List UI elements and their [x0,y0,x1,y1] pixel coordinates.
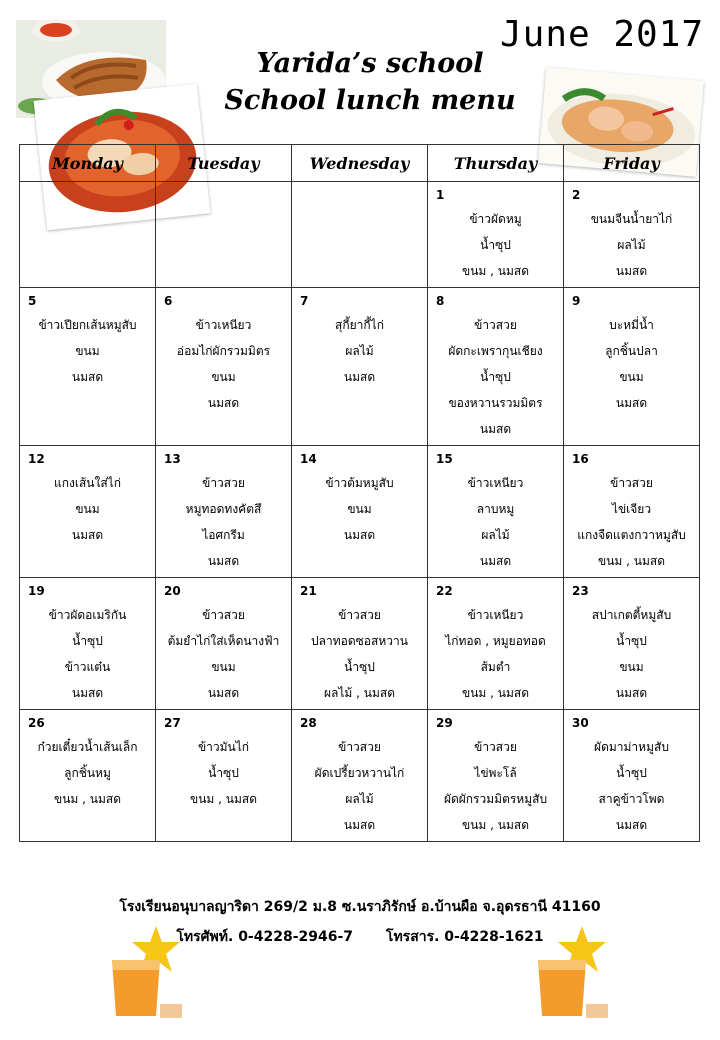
menu-item: นมสด [615,264,648,278]
menu-item: ส้มตำ [480,660,511,674]
menu-item: หมูทอดทงคัตสึ [185,502,262,516]
menu-item: ผลไม้ [345,792,374,806]
school-name: Yarida’s school [256,48,484,79]
week-row-1 [20,182,700,288]
menu-item: ของหวานรวมมิตร [448,396,543,410]
menu-item: นมสด [207,396,240,410]
menu-item: น้ำซุป [72,634,103,648]
week-row-4 [20,578,700,710]
day-number: 19 [28,584,45,598]
menu-item: ข้าวแต๋น [64,660,111,674]
menu-item: ผลไม้ [617,238,646,252]
weekday-header-row [20,145,700,182]
menu-item: ผัดมาม่าหมูสับ [594,740,669,754]
menu-item: นมสด [479,554,512,568]
day-cell-monday [20,710,156,842]
menu-item: ผลไม้ [481,528,510,542]
menu-item: แกงเส้นใส่ไก่ [54,476,121,490]
menu-item: ข้าวเปียกเส้นหมูสับ [38,318,137,332]
day-number [292,182,427,206]
menu-item: สปาเกตตี้หมูสับ [591,608,672,622]
day-number: 1 [436,188,445,202]
day-cell-tuesday [156,288,292,446]
menu-item: ขนม , นมสด [598,554,665,568]
menu-item: ขนม [211,370,236,384]
menu-item: น้ำซุป [208,766,239,780]
day-number: 22 [436,584,453,598]
day-cell-monday [20,578,156,710]
menu-item: ขนม , นมสด [54,792,121,806]
menu-item: ผัดผักรวมมิตรหมูสับ [443,792,548,806]
menu-item: นมสด [71,528,104,542]
menu-item: นมสด [479,422,512,436]
menu-item: ข้าวสวย [610,476,653,490]
day-number: 6 [164,294,173,308]
menu-item: ไก่ทอด , หมูยอทอด [445,634,546,648]
day-number: 20 [164,584,181,598]
weekday-friday: Friday [564,145,700,182]
weekday-thursday: Thursday [428,145,564,182]
menu-item: ต้มยำไก่ใส่เห็ดนางฟ้า [167,634,280,648]
menu-item: ขนม , นมสด [190,792,257,806]
menu-item: ไข่พะโล้ [474,766,517,780]
menu-item: นมสด [71,686,104,700]
menu-item: ข้าวผัดหมู [469,212,522,226]
menu-item: ลูกชิ้นหมู [64,766,111,780]
menu-item: ผัดกะเพรากุนเชียง [448,344,543,358]
menu-item: ข้าวสวย [338,608,381,622]
menu-item: ไข่เจียว [611,502,652,516]
menu-item: น้ำซุป [344,660,375,674]
day-cell-thursday [428,182,564,288]
day-cell-monday [20,446,156,578]
menu-item: ขนม , นมสด [462,264,529,278]
day-cell-monday [20,182,156,288]
menu-item: นมสด [615,686,648,700]
menu-item: บะหมี่น้ำ [609,318,654,332]
menu-item: น้ำซุป [480,370,511,384]
day-cell-tuesday [156,182,292,288]
menu-item: ขนม [75,344,100,358]
day-cell-thursday [428,710,564,842]
day-number: 16 [572,452,589,466]
day-cell-friday [564,578,700,710]
day-cell-tuesday [156,710,292,842]
day-cell-wednesday [292,288,428,446]
fax-number: โทรสาร. 0-4228-1621 [385,929,544,945]
menu-item: นมสด [71,370,104,384]
day-number: 14 [300,452,317,466]
contact-line [0,926,720,948]
menu-item: ขนม [211,660,236,674]
day-number: 15 [436,452,453,466]
school-address: โรงเรียนอนุบาลญาริดา 269/2 ม.8 ซ.นราภิรักษ์ อ.บ้านผือ จ.อุดรธานี 41160 [119,899,601,915]
day-number: 9 [572,294,581,308]
menu-item: ข้าวผัดอเมริกัน [48,608,127,622]
day-cell-friday [564,710,700,842]
menu-item: ข้าวสวย [474,740,517,754]
menu-item: ขนมจีนน้ำยาไก่ [590,212,673,226]
day-number: 29 [436,716,453,730]
day-number: 12 [28,452,45,466]
menu-item: ผลไม้ , นมสด [323,686,395,700]
menu-item: ข้าวมันไก่ [197,740,250,754]
day-cell-thursday [428,288,564,446]
day-cell-friday [564,288,700,446]
menu-item: อ่อมไก่ผักรวมมิตร [176,344,271,358]
day-number: 27 [164,716,181,730]
day-cell-wednesday [292,182,428,288]
menu-item: นมสด [207,554,240,568]
menu-item: ข้าวสวย [338,740,381,754]
day-cell-tuesday [156,578,292,710]
menu-item: ข้าวต้มหมูสับ [325,476,394,490]
menu-item: ข้าวสวย [202,476,245,490]
weekday-tuesday: Tuesday [156,145,292,182]
menu-item: ผัดเปรี้ยวหวานไก่ [314,766,405,780]
menu-item: น้ำซุป [480,238,511,252]
menu-item: ขนม [347,502,372,516]
menu-item: ข้าวเหนียว [467,476,524,490]
phone-number: โทรศัพท์. 0-4228-2946-7 [176,929,354,945]
menu-item: ข้าวเหนียว [195,318,252,332]
day-number: 2 [572,188,581,202]
menu-item: น้ำซุป [616,766,647,780]
day-number: 28 [300,716,317,730]
menu-item: ขนม , นมสด [462,686,529,700]
menu-item: ผลไม้ [345,344,374,358]
day-cell-friday [564,182,700,288]
menu-item: ขนม [619,660,644,674]
week-row-3 [20,446,700,578]
day-cell-monday [20,288,156,446]
day-number: 7 [300,294,309,308]
menu-item: นมสด [207,686,240,700]
menu-item: ข้าวสวย [202,608,245,622]
menu-item: ปลาทอดซอสหวาน [311,634,408,648]
day-cell-wednesday [292,578,428,710]
menu-item: ข้าวเหนียว [467,608,524,622]
day-number: 26 [28,716,45,730]
month-heading: June 2017 [500,14,705,55]
week-row-2 [20,288,700,446]
menu-item: สาคูข้าวโพด [598,792,665,806]
menu-item: ก๋วยเตี๋ยวน้ำเส้นเล็ก [37,740,138,754]
day-cell-friday [564,446,700,578]
day-cell-tuesday [156,446,292,578]
weekday-wednesday: Wednesday [292,145,428,182]
day-number [156,182,291,206]
day-cell-wednesday [292,446,428,578]
day-number: 23 [572,584,589,598]
menu-subtitle: School lunch menu [224,85,516,116]
title-block [200,46,540,120]
menu-item: นมสด [343,818,376,832]
menu-item: นมสด [343,528,376,542]
menu-item: ขนม [619,370,644,384]
menu-item: นมสด [615,818,648,832]
menu-item: ขนม , นมสด [462,818,529,832]
lunch-calendar [19,144,700,842]
day-cell-wednesday [292,710,428,842]
weekday-monday: Monday [20,145,156,182]
menu-item: แกงจืดแตงกวาหมูสับ [577,528,686,542]
menu-item: ไอศกรีม [202,528,245,542]
menu-item: ลาบหมู [476,502,515,516]
menu-item: สุกี้ยากี้ไก่ [335,318,384,332]
day-number [20,182,155,206]
menu-item: นมสด [343,370,376,384]
menu-item: น้ำซุป [616,634,647,648]
menu-item: ลูกชิ้นปลา [605,344,658,358]
day-cell-thursday [428,446,564,578]
day-number: 30 [572,716,589,730]
menu-item: ขนม [75,502,100,516]
day-number: 8 [436,294,445,308]
menu-item: ข้าวสวย [474,318,517,332]
menu-item: นมสด [615,396,648,410]
day-cell-thursday [428,578,564,710]
day-number: 13 [164,452,181,466]
week-row-5 [20,710,700,842]
day-number: 5 [28,294,37,308]
day-number: 21 [300,584,317,598]
